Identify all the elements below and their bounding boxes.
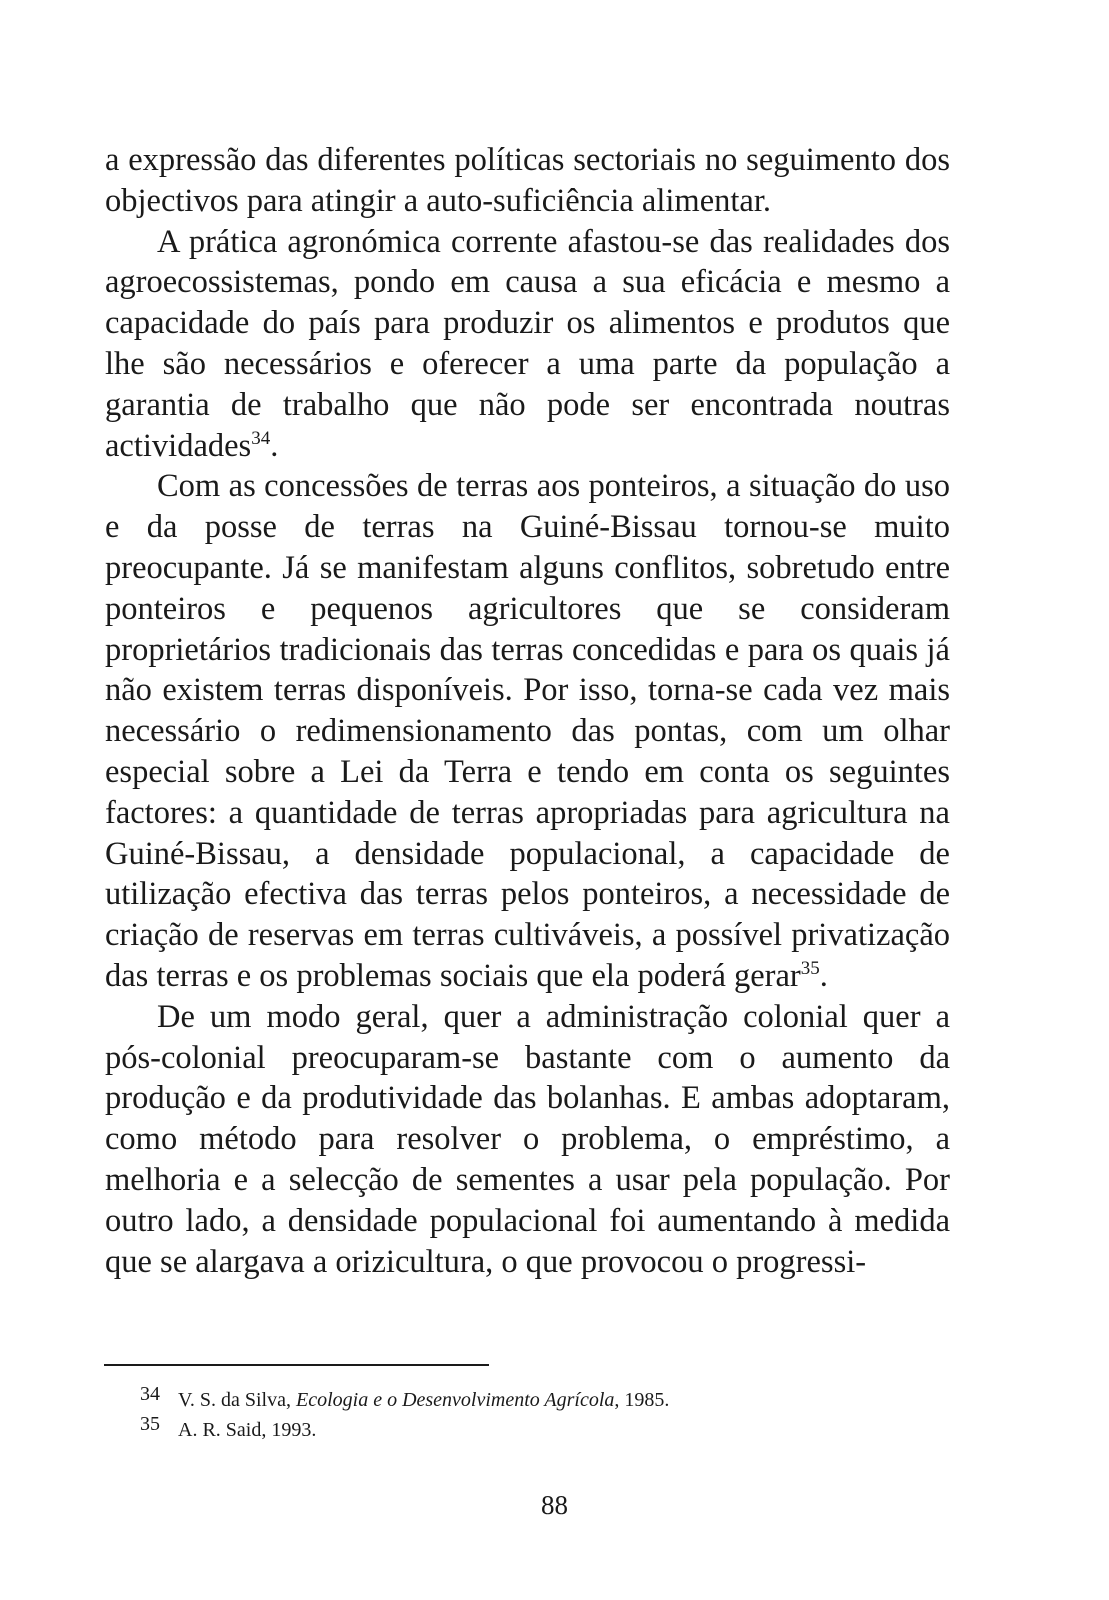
paragraph: De um modo geral, quer a administração colonial quer a pós-colonial preocuparam-se bastante com o aumento da produção e da produtividade das bolanhas. E ambas adoptaram, como método para resolver o problema, o empréstimo, a melhoria e a selecção de sementes a usar pela população. Por outro lado, a densidade populacional foi aumentando à medida que se alargava a orizicultura, o que provocou o progressi- [105, 998, 950, 1280]
footnote-separator [104, 1364, 489, 1366]
paragraph: Com as concessões de terras aos ponteiros, a situação do uso e da posse de terras na Guiné-Bissau tornou-se muito preocupante. Já se manifestam alguns conflitos, sobretudo entre ponteiros e pequenos agricultores que se consideram proprietários tradicionais das terras concedidas e para os quais já não existem terras disponíveis. Por isso, torna-se cada vez mais necessário o redimensionamento das pontas, com um olhar especial sobre a Lei da Terra e tendo em conta os seguintes factores: a quantidade de terras apropriadas para agricultura na Guiné-Bissau, a densidade populacional, a capacidade de utilização efectiva das terras pelos ponteiros, a necessidade de criação de reservas em terras cultiváveis, a possível privatização das terras e os problemas sociais que ela poderá gerar$^{35}$. [105, 468, 950, 994]
footnotes [140, 1385, 840, 1445]
footnote-text: V. S. da Silva, Ecologia e o Desenvolvimento Agrícola, 1985. [178, 1389, 670, 1411]
paragraph: a expressão das diferentes políticas sectoriais no seguimento dos objectivos para atingir a auto-suficiência alimentar. [105, 142, 950, 219]
footnote [140, 1415, 840, 1445]
page-number: 88 [541, 1490, 568, 1520]
body-text [105, 140, 950, 1282]
footnote-number: 35 [140, 1413, 160, 1435]
footnote [140, 1385, 840, 1415]
cited-work-title: Ecologia e o Desenvolvimento Agrícola [295, 1389, 615, 1411]
footnote-number: 34 [140, 1383, 160, 1405]
footnote-reference[interactable]: 34 [251, 427, 271, 449]
paragraph: A prática agronómica corrente afastou-se das realidades dos agroecossistemas, pondo em causa a sua eficácia e mesmo a capacidade do país para produzir os alimentos e produtos que lhe são necessários e oferecer a uma parte da população a garantia de trabalho que não pode ser encontrada noutras actividades$^{34}$. [105, 223, 950, 464]
footnote-text: A. R. Said, 1993. [178, 1419, 317, 1441]
footnote-reference[interactable]: 35 [800, 957, 820, 979]
